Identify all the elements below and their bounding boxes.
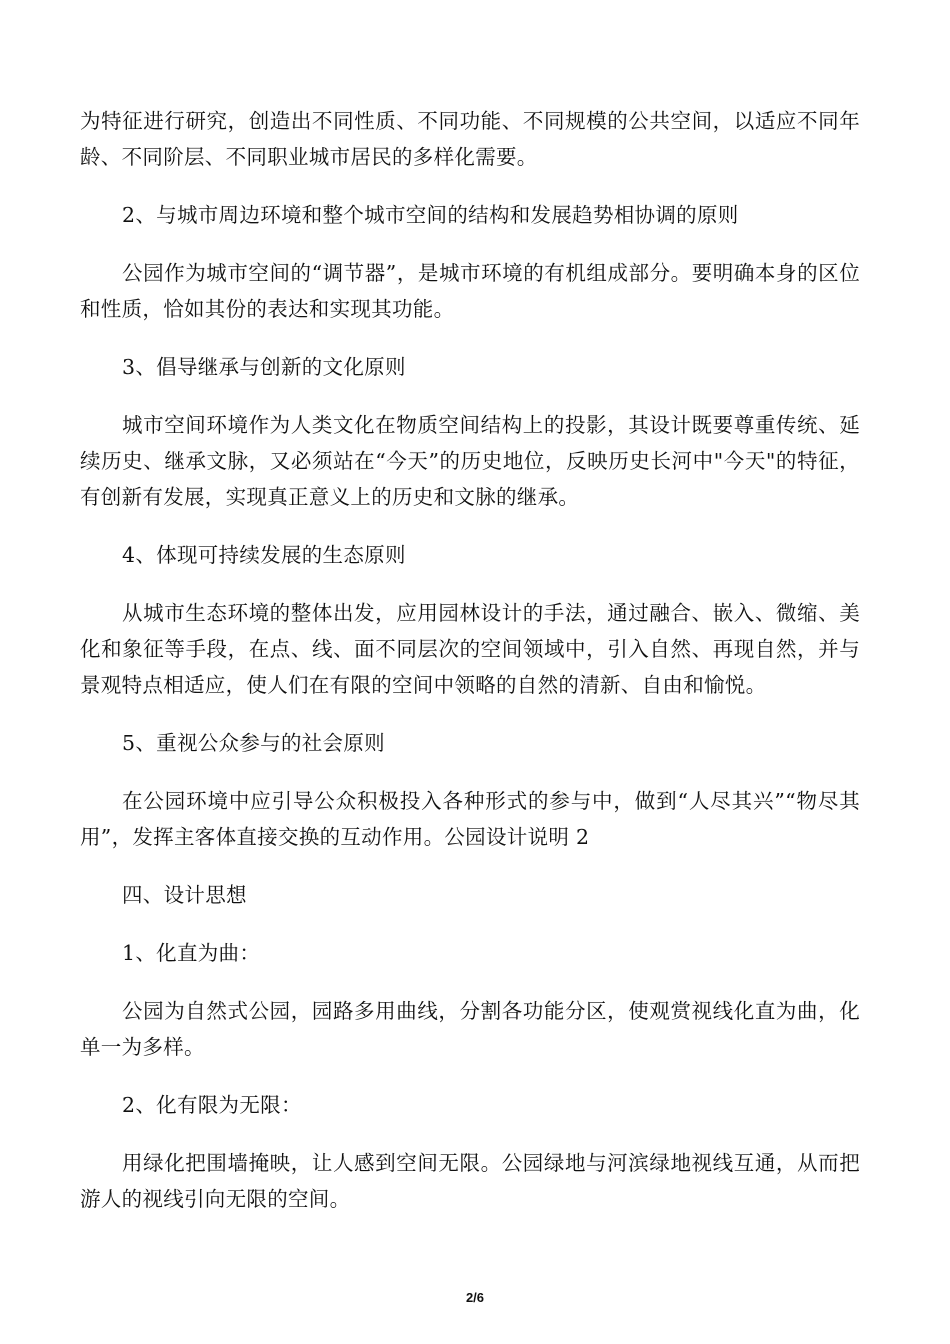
section-heading: 3、倡导继承与创新的文化原则 bbox=[122, 355, 406, 379]
section-heading: 1、化直为曲： bbox=[122, 941, 261, 965]
paragraph: 用绿化把围墙掩映，让人感到空间无限。公园绿地与河滨绿地视线互通，从而把游人的视线引向无限的空间。 bbox=[80, 1151, 860, 1211]
section-heading: 4、体现可持续发展的生态原则 bbox=[122, 543, 406, 567]
section-heading: 5、重视公众参与的社会原则 bbox=[122, 731, 385, 755]
paragraph: 城市空间环境作为人类文化在物质空间结构上的投影，其设计既要尊重传统、延续历史、继承文脉，又必须站在“今天”的历史地位，反映历史长河中"今天"的特征，有创新有发展，实现真正意义上的历史和文脉的继承。 bbox=[80, 413, 860, 509]
page-number: 2/6 bbox=[465, 1290, 485, 1305]
paragraph: 在公园环境中应引导公众积极投入各种形式的参与中，做到“人尽其兴”“物尽其用”，发挥主客体直接交换的互动作用。公园设计说明 2 bbox=[80, 789, 860, 849]
paragraph: 公园为自然式公园，园路多用曲线，分割各功能分区，使观赏视线化直为曲，化单一为多样。 bbox=[80, 999, 860, 1059]
section-heading: 2、化有限为无限： bbox=[122, 1093, 302, 1117]
section-heading: 2、与城市周边环境和整个城市空间的结构和发展趋势相协调的原则 bbox=[122, 203, 739, 227]
document-body bbox=[80, 103, 860, 1239]
paragraph: 从城市生态环境的整体出发，应用园林设计的手法，通过融合、嵌入、微缩、美化和象征等手段，在点、线、面不同层次的空间领域中，引入自然、再现自然，并与景观特点相适应，使人们在有限的空间中领略的自然的清新、自由和愉悦。 bbox=[80, 601, 860, 697]
chapter-heading: 四、设计思想 bbox=[122, 883, 247, 907]
paragraph: 公园作为城市空间的“调节器”，是城市环境的有机组成部分。要明确本身的区位和性质，恰如其份的表达和实现其功能。 bbox=[80, 261, 860, 321]
paragraph: 为特征进行研究，创造出不同性质、不同功能、不同规模的公共空间，以适应不同年龄、不同阶层、不同职业城市居民的多样化需要。 bbox=[80, 109, 860, 169]
